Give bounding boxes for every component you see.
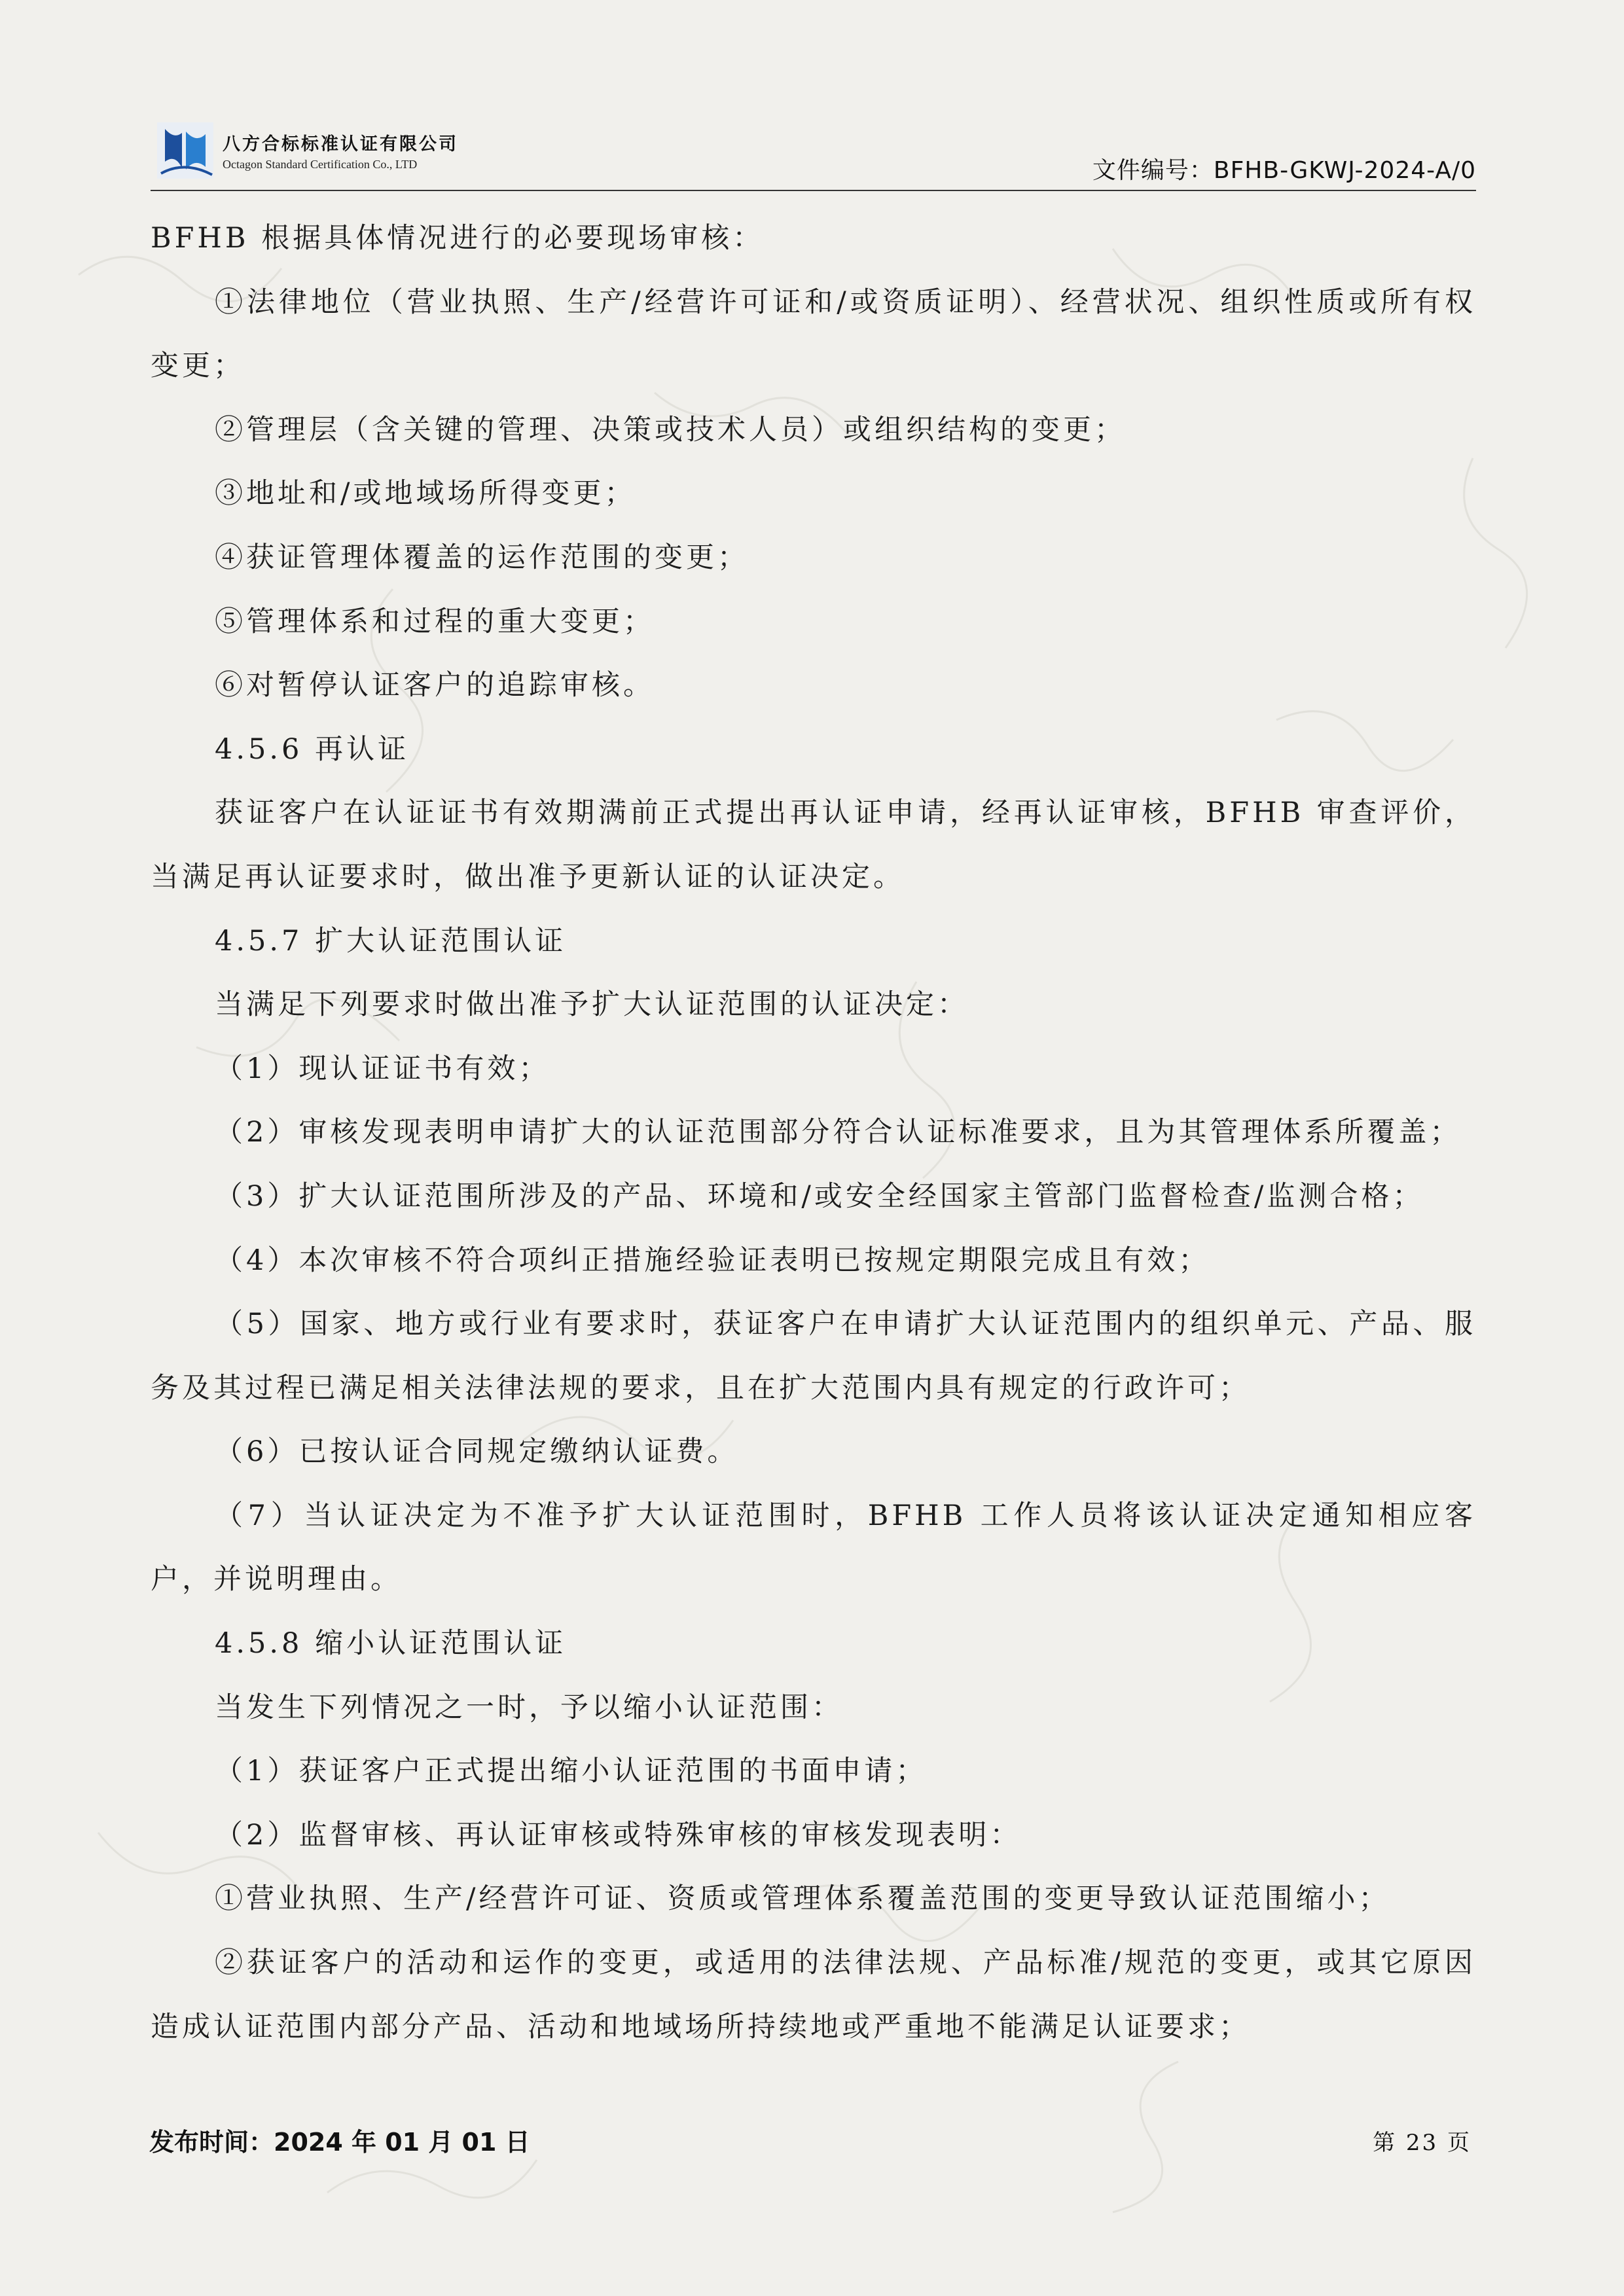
- paragraph: ④获证管理体覆盖的运作范围的变更；: [215, 541, 749, 574]
- section-heading: 4.5.6 再认证: [215, 732, 410, 766]
- header-divider: [151, 190, 1476, 191]
- body-text: [151, 207, 1476, 2059]
- list-item: （2）审核发现表明申请扩大的认证范围部分符合认证标准要求，且为其管理体系所覆盖；: [215, 1116, 1462, 1149]
- paragraph: ⑤管理体系和过程的重大变更；: [215, 605, 655, 638]
- publish-date: 发布时间：2024 年 01 月 01 日: [149, 2128, 530, 2157]
- list-item: （4）本次审核不符合项纠正措施经验证表明已按规定期限完成且有效；: [215, 1244, 1210, 1277]
- paragraph: 当发生下列情况之一时，予以缩小认证范围：: [215, 1691, 843, 1724]
- list-item: （1）现认证证书有效；: [215, 1052, 550, 1085]
- paragraph: ⑥对暂停认证客户的追踪审核。: [215, 669, 655, 702]
- list-item: （7）当认证决定为不准予扩大认证范围时，BFHB 工作人员将该认证决定通知相应客户，并说明理由。: [151, 1499, 1476, 1596]
- list-item: （2）监督审核、再认证审核或特殊审核的审核发现表明：: [215, 1818, 1022, 1852]
- company-logo: [156, 118, 503, 183]
- list-item: （5）国家、地方或行业有要求时，获证客户在申请扩大认证范围内的组织单元、产品、服务及其过程已满足相关法律法规的要求，且在扩大范围内具有规定的行政许可；: [151, 1308, 1476, 1405]
- list-item: （3）扩大认证范围所涉及的产品、环境和/或安全经国家主管部门监督检查/监测合格；: [215, 1179, 1424, 1213]
- paragraph: ③地址和/或地域场所得变更；: [215, 477, 636, 511]
- list-item: （6）已按认证合同规定缴纳认证费。: [215, 1435, 739, 1469]
- section-heading: 4.5.8 缩小认证范围认证: [215, 1627, 567, 1660]
- list-item: （1）获证客户正式提出缩小认证范围的书面申请；: [215, 1755, 928, 1788]
- paragraph: 当满足下列要求时做出准予扩大认证范围的认证决定：: [215, 988, 969, 1022]
- paragraph: BFHB 根据具体情况进行的必要现场审核：: [151, 222, 765, 255]
- paragraph: ①法律地位（营业执照、生产/经营许可证和/或资质证明）、经营状况、组织性质或所有权变更；: [151, 285, 1476, 383]
- logo-company-name-en: Octagon Standard Certification Co., LTD: [223, 158, 418, 171]
- page-number: 第 23 页: [1373, 2130, 1471, 2156]
- list-item: ①营业执照、生产/经营许可证、资质或管理体系覆盖范围的变更导致认证范围缩小；: [215, 1882, 1390, 1916]
- list-item: ②获证客户的活动和运作的变更，或适用的法律法规、产品标准/规范的变更，或其它原因造成认证范围内部分产品、活动和地域场所持续地或严重地不能满足认证要求；: [151, 1946, 1476, 2043]
- paragraph: 获证客户在认证证书有效期满前正式提出再认证申请，经再认证审核，BFHB 审查评价，当满足再认证要求时，做出准予更新认证的认证决定。: [151, 797, 1476, 893]
- document-number: 文件编号：BFHB-GKWJ-2024-A/0: [1092, 157, 1476, 184]
- logo-icon: [156, 121, 215, 180]
- section-heading: 4.5.7 扩大认证范围认证: [215, 924, 567, 958]
- paragraph: ②管理层（含关键的管理、决策或技术人员）或组织结构的变更；: [215, 413, 1126, 446]
- logo-company-name-cn: 八方合标标准认证有限公司: [223, 134, 458, 154]
